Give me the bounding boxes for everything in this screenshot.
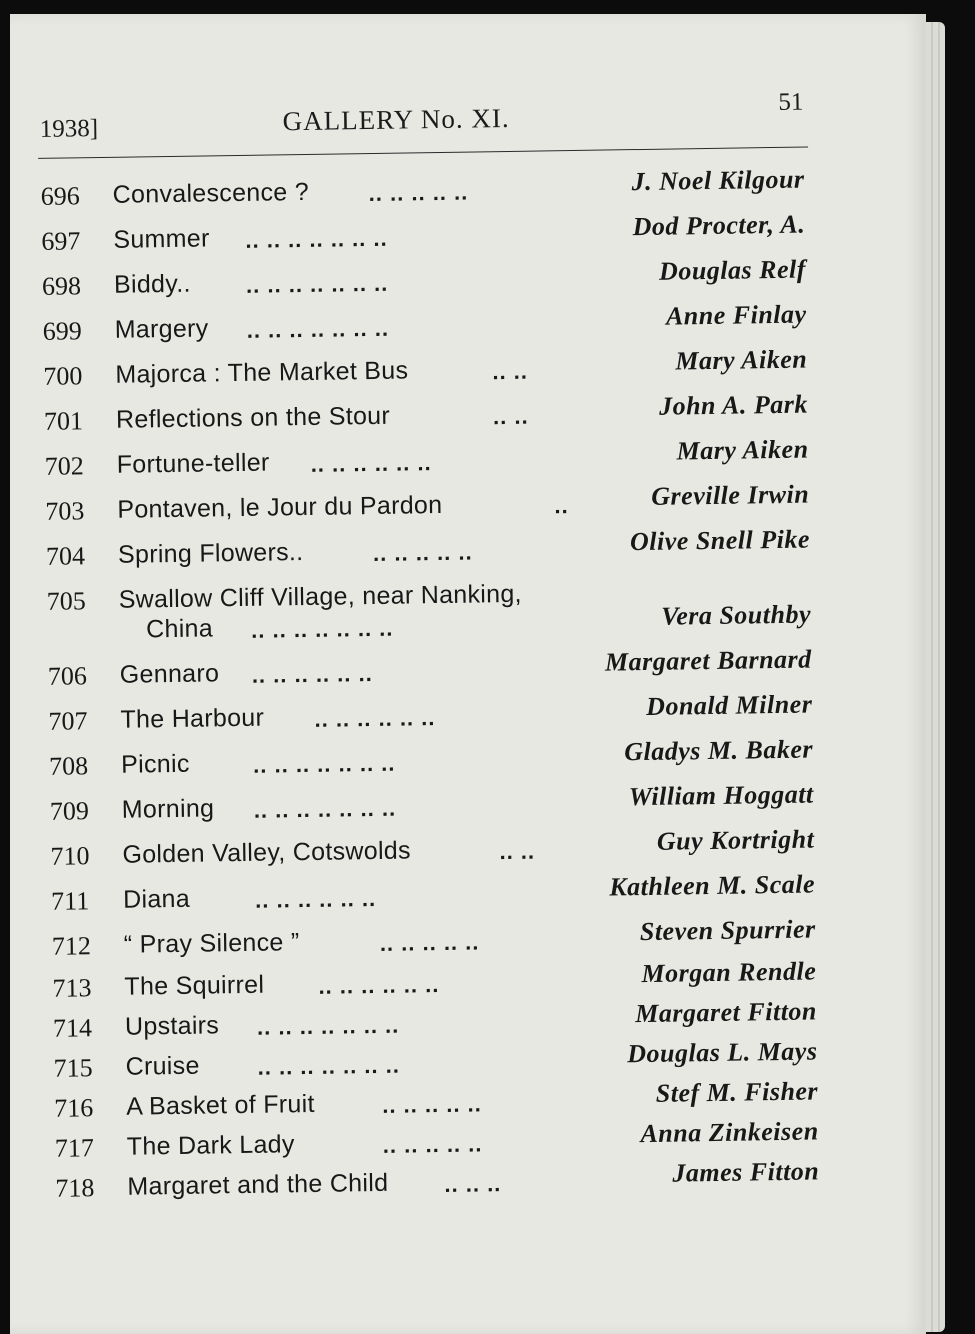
entry-artist: Olive Snell Pike	[629, 524, 811, 557]
entry-title: Fortune-teller	[116, 448, 270, 479]
entry-number: 711	[50, 886, 90, 916]
leader-dots: .. .. .. .. .. .. ..	[245, 225, 388, 253]
entry-number: 702	[44, 451, 84, 481]
entry-title: The Squirrel	[124, 970, 265, 1001]
entry-title: Picnic	[120, 749, 190, 779]
entry-title: Gennaro	[119, 659, 220, 689]
entry-artist: Morgan Rendle	[641, 956, 817, 989]
entry-title: Summer	[113, 224, 210, 254]
leader-dots: .. .. .. .. .. ..	[310, 450, 432, 477]
entry-title: A Basket of Fruit	[126, 1089, 315, 1121]
entry-number: 712	[51, 931, 92, 961]
entry-artist: Greville Irwin	[651, 479, 810, 511]
leader-dots: .. .. .. .. ..	[372, 539, 473, 566]
leader-dots: .. .. .. .. .. ..	[314, 705, 436, 732]
entry-title: Golden Valley, Cotswolds	[122, 836, 412, 869]
entry-artist: Douglas Relf	[658, 254, 807, 286]
entry-number: 701	[43, 406, 84, 436]
leader-dots: .. .. .. .. ..	[379, 929, 480, 956]
entry-title: Spring Flowers..	[117, 538, 304, 569]
entry-title: Biddy..	[113, 269, 191, 299]
header-rule	[38, 147, 808, 159]
entry-artist: Gladys M. Baker	[624, 734, 814, 767]
page-number: 51	[778, 88, 804, 116]
entry-number: 699	[42, 316, 82, 346]
entry-artist: Anne Finlay	[665, 299, 807, 331]
entry-artist: James Fitton	[672, 1156, 820, 1188]
leader-dots: .. .. .. .. .. .. ..	[256, 1012, 400, 1040]
leader-dots: .. .. .. .. ..	[368, 179, 469, 207]
leader-dots: .. ..	[492, 358, 529, 385]
entry-number: 717	[54, 1133, 95, 1163]
leader-dots: .. ..	[499, 838, 536, 865]
entry-number: 703	[45, 496, 85, 526]
entry-title: Reflections on the Stour	[115, 401, 391, 434]
entry-number: 698	[41, 271, 82, 301]
entry-title-continued: China	[145, 614, 214, 644]
leader-dots: .. ..	[492, 403, 529, 430]
entry-artist: J. Noel Kilgour	[631, 164, 805, 197]
page-content	[32, 2, 871, 1314]
leader-dots: .. .. .. .. .. ..	[254, 885, 377, 913]
entry-title: Upstairs	[124, 1011, 220, 1041]
entry-number: 705	[46, 586, 86, 616]
entry-number: 716	[54, 1093, 94, 1123]
entry-number: 709	[49, 796, 90, 826]
entry-number: 710	[50, 841, 90, 871]
entry-number: 696	[40, 181, 80, 211]
entry-artist: Margaret Barnard	[604, 644, 812, 677]
header-year: 1938]	[39, 115, 99, 143]
entry-number: 707	[48, 706, 88, 736]
entry-number: 715	[53, 1053, 93, 1083]
leader-dots: .. .. .. .. ..	[382, 1091, 482, 1118]
entry-artist: Margaret Fitton	[635, 996, 818, 1029]
entry-artist: Steven Spurrier	[639, 914, 816, 947]
entry-artist: Stef M. Fisher	[655, 1076, 819, 1108]
entry-artist: Dod Procter, A.	[632, 209, 806, 242]
entry-artist: Douglas L. Mays	[627, 1036, 818, 1069]
leader-dots: .. .. ..	[444, 1171, 502, 1198]
entry-artist: Donald Milner	[645, 689, 813, 721]
entry-title: “ Pray Silence ”	[123, 928, 300, 959]
leader-dots: .. .. .. .. .. .. ..	[250, 615, 394, 643]
entry-title: Margery	[114, 314, 209, 344]
leader-dots: .. .. .. .. .. .. ..	[246, 315, 390, 343]
entry-artist: Mary Aiken	[676, 434, 809, 466]
entry-title: Swallow Cliff Village, near Nanking,	[118, 579, 523, 614]
entry-artist: William Hoggatt	[628, 779, 814, 812]
book-page	[10, 14, 926, 1334]
leader-dots: .. .. .. .. .. .. ..	[253, 795, 397, 823]
entry-artist: Kathleen M. Scale	[609, 869, 816, 902]
entry-title: Pontaven, le Jour du Pardon	[117, 490, 443, 524]
leader-dots: .. .. .. .. .. .. ..	[245, 270, 389, 298]
catalogue-entry	[40, 524, 841, 582]
entry-title: Cruise	[125, 1051, 200, 1081]
gallery-title: GALLERY No. XI.	[282, 102, 510, 137]
entry-artist: Mary Aiken	[675, 344, 808, 376]
entry-title: Diana	[122, 884, 191, 914]
entry-title: Convalescence ?	[112, 177, 310, 209]
entry-number: 718	[55, 1173, 95, 1203]
entry-title: Margaret and the Child	[127, 1168, 389, 1201]
catalogue-entry	[41, 575, 842, 657]
leader-dots: .. .. .. .. .. .. ..	[252, 750, 396, 778]
leader-dots: ..	[554, 493, 569, 519]
entry-number: 714	[52, 1013, 93, 1043]
entry-title: Morning	[121, 794, 215, 824]
entry-number: 697	[41, 226, 81, 256]
entry-artist: Anna Zinkeisen	[640, 1116, 819, 1149]
entry-number: 713	[52, 973, 92, 1003]
entry-title: The Harbour	[120, 703, 265, 734]
entry-number: 700	[43, 361, 83, 391]
entry-artist: Guy Kortright	[656, 824, 815, 856]
entry-number: 708	[48, 751, 89, 781]
entry-number: 704	[45, 541, 86, 571]
entry-artist: Vera Southby	[661, 599, 812, 631]
leader-dots: .. .. .. .. ..	[382, 1131, 483, 1158]
entry-title: The Dark Lady	[126, 1130, 295, 1161]
entry-number: 706	[47, 661, 88, 691]
entry-title: Majorca : The Market Bus	[115, 356, 409, 389]
leader-dots: .. .. .. .. .. ..	[318, 972, 440, 999]
leader-dots: .. .. .. .. .. ..	[251, 661, 373, 688]
leader-dots: .. .. .. .. .. .. ..	[257, 1052, 401, 1080]
entry-artist: John A. Park	[658, 389, 809, 421]
